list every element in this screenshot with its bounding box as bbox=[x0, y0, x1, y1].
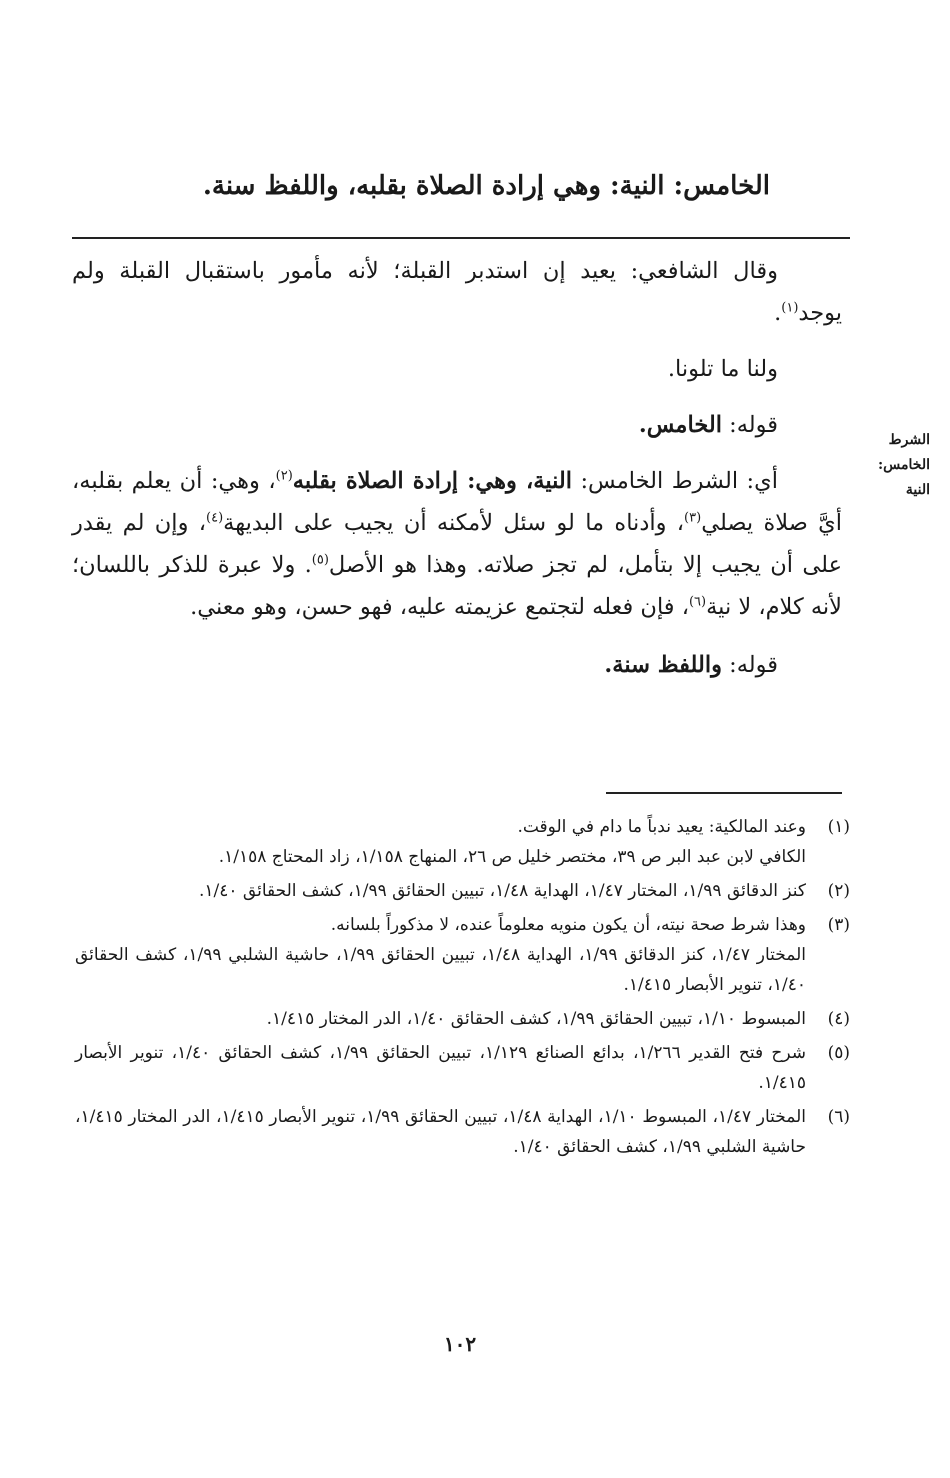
footnote-text: المبسوط ١/١٠، تبيين الحقائق ١/٩٩، كشف الحقائق ١/٤٠، الدر المختار ١/٤١٥. bbox=[266, 1009, 806, 1029]
footnote-number: (٥) bbox=[827, 1043, 850, 1063]
footnote-ref-4[interactable]: (٤) bbox=[206, 510, 224, 526]
footnote-number: (٢) bbox=[827, 881, 850, 901]
margin-note-line: النية bbox=[905, 482, 930, 498]
footnote-ref-2[interactable]: (٢) bbox=[275, 468, 293, 484]
margin-note bbox=[860, 428, 930, 503]
footnote-item bbox=[75, 812, 850, 872]
paragraph-response: ولنا ما تلونا. bbox=[667, 356, 778, 382]
footnote-text: المختار ١/٤٧، المبسوط ١/١٠، الهداية ١/٤٨، تبيين الحقائق ١/٩٩، تنوير الأبصار ١/٤١٥، الدر المختار ١/٤١٥، حاشية الشلبي ١/٩٩، كشف الحقائق ١/٤٠. bbox=[75, 1107, 807, 1157]
paragraph-quote-utterance: قوله: واللفظ سنة. bbox=[604, 652, 778, 678]
footnote-text: وعند المالكية: يعيد ندباً ما دام في الوقت. bbox=[517, 817, 806, 837]
main-text bbox=[72, 250, 842, 686]
footnote-text: وهذا شرط صحة نيته، أن يكون منويه معلوماً عنده، لا مذكوراً بلسانه. bbox=[330, 915, 806, 935]
footnote-number: (٣) bbox=[827, 915, 850, 935]
footnote-text: كنز الدقائق ١/٩٩، المختار ١/٤٧، الهداية ١/٤٨، تبيين الحقائق ١/٩٩، كشف الحقائق ١/٤٠. bbox=[199, 881, 806, 901]
footnote-ref-1[interactable]: (١) bbox=[781, 300, 799, 316]
page-number: ١٠٢ bbox=[443, 1332, 477, 1356]
footnote-item bbox=[75, 1004, 850, 1034]
footnote-number: (٦) bbox=[827, 1107, 850, 1127]
footnote-ref-6[interactable]: (٦) bbox=[688, 594, 707, 610]
footnote-divider bbox=[606, 792, 842, 794]
footnote-item bbox=[75, 1102, 850, 1162]
footnote-ref-3[interactable]: (٣) bbox=[684, 510, 702, 526]
footnote-item bbox=[75, 910, 850, 1000]
paragraph-explanation: أي: الشرط الخامس: النية، وهي: إرادة الصلاة بقلبه$^{(٢)}$، وهي: أن يعلم بقلبه، أيَّ صلاة يصلي$^{(٣)}$، وأدناه ما لو سئل لأمكنه أن يجيب على البديهة$^{(٤)}$، وإن لم يقدر على أن يجيب إلا بتأمل، لم تجز صلاته. وهذا هو الأصل$^{(٥)}$. ولا عبرة للذكر باللسان؛ لأنه كلام، لا نية$^{(٦)}$، فإن فعله لتجتمع عزيمته عليه، فهو حسن، وهو معني. bbox=[72, 468, 842, 620]
footnote-number: (٤) bbox=[827, 1009, 850, 1029]
footnote-text: شرح فتح القدير ١/٢٦٦، بدائع الصنائع ١/١٢٩، تبيين الحقائق ١/٩٩، كشف الحقائق ١/٤٠، تنوير الأبصار ١/٤١٥. bbox=[75, 1043, 806, 1093]
paragraph-quote-fifth: قوله: الخامس. bbox=[638, 412, 778, 438]
footnote-item bbox=[75, 876, 850, 906]
footnote-ref-5[interactable]: (٥) bbox=[311, 552, 329, 568]
margin-note-line: الشرط bbox=[888, 432, 930, 448]
footnote-text: المختار ١/٤٧، كنز الدقائق ١/٩٩، الهداية ١/٤٨، تبيين الحقائق ١/٩٩، حاشية الشلبي ١/٩٩، كشف الحقائق ١/٤٠، تنوير الأبصار ١/٤١٥. bbox=[75, 945, 806, 995]
margin-note-line: الخامس: bbox=[878, 457, 930, 473]
footnote-number: (١) bbox=[827, 817, 850, 837]
footnote-item bbox=[75, 1038, 850, 1098]
section-heading: الخامس: النية: وهي إرادة الصلاة بقلبه، واللفظ سنة. bbox=[202, 171, 770, 201]
paragraph-shafii: وقال الشافعي: يعيد إن استدبر القبلة؛ لأنه مأمور باستقبال القبلة ولم يوجد$^{(١)}$. bbox=[72, 258, 842, 326]
heading-divider bbox=[72, 237, 850, 239]
footnote-text: الكافي لابن عبد البر ص ٣٩، مختصر خليل ص ٢٦، المنهاج ١/١٥٨، زاد المحتاج ١/١٥٨. bbox=[218, 847, 806, 867]
footnotes bbox=[75, 812, 850, 1166]
